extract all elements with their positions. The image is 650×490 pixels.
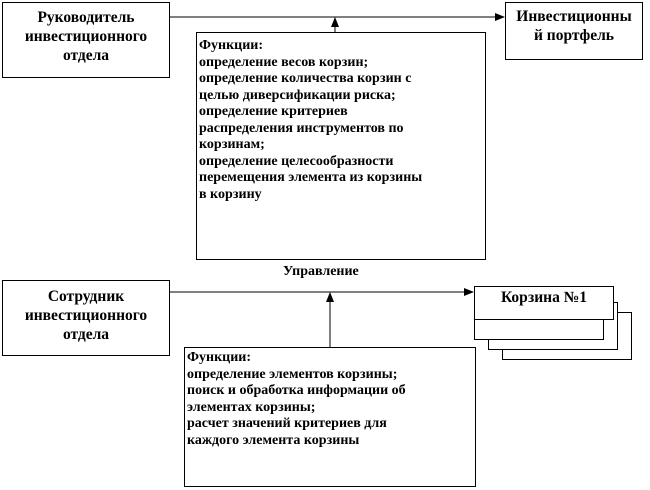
employee-function-line: расчет значений критериев для <box>187 416 387 431</box>
basket-1-label: Корзина №1 <box>500 289 588 306</box>
basket-1-box <box>474 286 614 320</box>
employee-box-line-2: инвестиционного <box>24 307 148 324</box>
head-functions-heading: Функции: <box>199 38 264 53</box>
investment-portfolio-box <box>505 2 643 60</box>
head-box-line-2: инвестиционного <box>24 28 148 45</box>
employee-function-line: элементах корзины; <box>187 399 316 415</box>
head-function-line: перемещения элемента из корзины <box>199 170 423 185</box>
head-function-line: распределения инструментов по <box>199 120 404 136</box>
head-box-line-1: Руководитель <box>37 9 135 26</box>
head-function-line: целью диверсификации риска; <box>199 87 396 103</box>
head-function-line: определение критериев <box>199 104 348 119</box>
control-label: Управление <box>283 264 359 279</box>
head-of-investment-department-box <box>2 2 170 78</box>
head-function-line: корзинам; <box>199 137 265 152</box>
head-functions-box <box>196 32 486 260</box>
employee-functions-box <box>184 347 476 487</box>
employee-function-line: поиск и обработка информации об <box>187 383 406 398</box>
employee-functions-heading: Функции: <box>187 350 252 365</box>
portfolio-box-line-1: Инвестиционны <box>516 8 632 25</box>
head-function-line: определение целесообразности <box>199 153 394 169</box>
investment-department-employee-box <box>2 280 170 356</box>
head-box-line-3: отдела <box>62 47 110 64</box>
employee-box-line-1: Сотрудник <box>47 288 125 305</box>
employee-box-line-3: отдела <box>62 326 110 343</box>
employee-function-line: каждого элемента корзины <box>187 432 360 448</box>
head-function-line: в корзину <box>199 186 262 202</box>
head-function-line: определение количества корзин с <box>199 71 412 86</box>
employee-function-line: определение элементов корзины; <box>187 366 398 382</box>
head-function-line: определение весов корзин; <box>199 54 369 70</box>
portfolio-box-line-2: й портфель <box>533 27 614 44</box>
